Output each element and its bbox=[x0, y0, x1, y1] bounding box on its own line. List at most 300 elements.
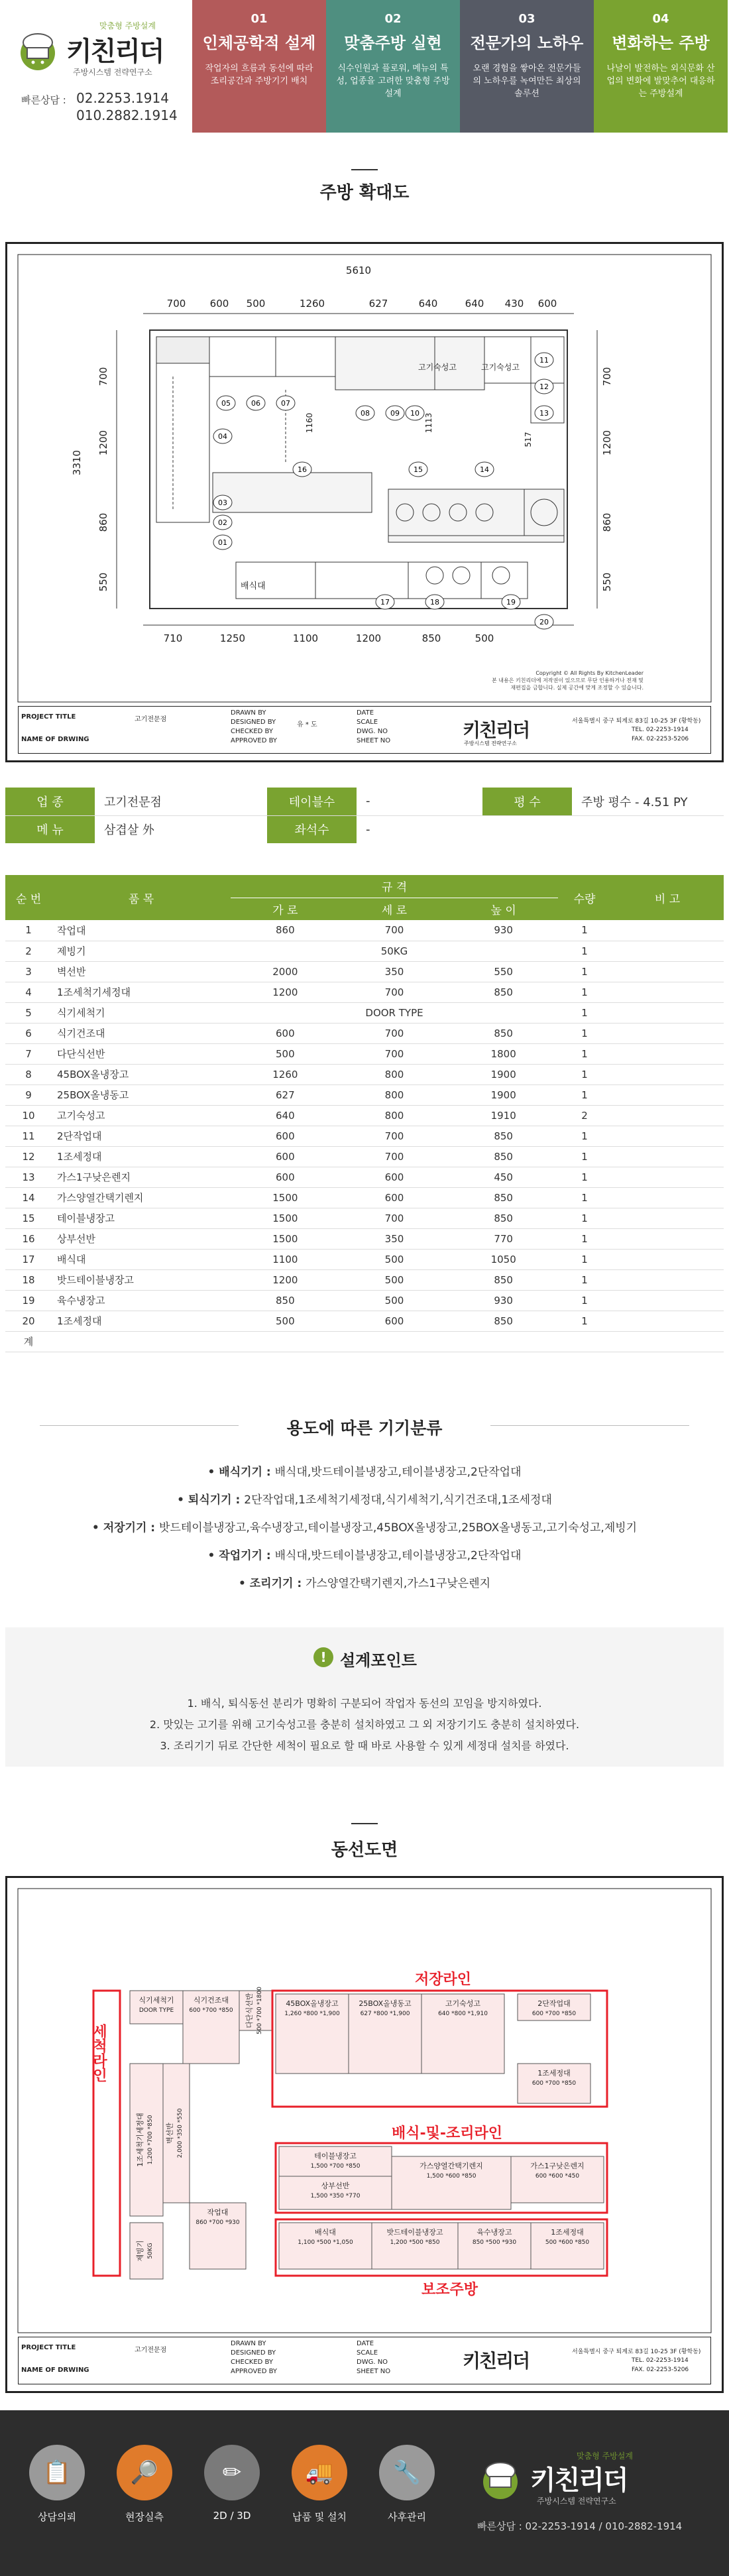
cell-item: 벽선반 bbox=[52, 961, 231, 982]
cell-w: 600 bbox=[231, 1126, 340, 1146]
col-size: 규 격 bbox=[231, 875, 558, 898]
flow-equipment-name: 1조세정대 bbox=[537, 2069, 571, 2078]
cell-no: 13 bbox=[5, 1167, 52, 1187]
col-item: 품 목 bbox=[52, 875, 231, 920]
tab-number: 03 bbox=[518, 12, 535, 26]
flow-equipment-size: 500 *700 *1800 bbox=[256, 1987, 263, 2034]
cell-qty: 1 bbox=[558, 982, 611, 1002]
cell-no: 7 bbox=[5, 1043, 52, 1064]
info-value-menu: 삼겹살 外 bbox=[104, 823, 154, 838]
cell-item: 1조세척기세정대 bbox=[52, 982, 231, 1002]
flow-drawing bbox=[5, 1876, 724, 2393]
cell-w: 1200 bbox=[231, 1269, 340, 1290]
cell-h: 550 bbox=[449, 961, 558, 982]
cell-d: 700 bbox=[340, 1023, 449, 1043]
cell-w: 1100 bbox=[231, 1249, 340, 1269]
cell-d: 700 bbox=[340, 1043, 449, 1064]
cell-qty: 1 bbox=[558, 941, 611, 961]
cell-d bbox=[340, 1331, 449, 1352]
info-label-business: 업 종 bbox=[5, 788, 95, 815]
cell-d: 500 bbox=[340, 1290, 449, 1311]
footer-button-label: 납품 및 설치 bbox=[292, 2511, 347, 2523]
cell-item: 가스양열간택기렌지 bbox=[52, 1187, 231, 1208]
cell-w: 640 bbox=[231, 1105, 340, 1126]
flow-equipment-name: 25BOX올냉동고 bbox=[359, 1999, 412, 2008]
plan-dim-inner: 517 bbox=[524, 432, 533, 447]
cell-qty: 1 bbox=[558, 1023, 611, 1043]
usage-key: 작업기기 bbox=[219, 1549, 262, 1562]
header-tab-04[interactable] bbox=[594, 0, 728, 133]
cell-item: 1조세정대 bbox=[52, 1311, 231, 1331]
tab-desc: 식수인원과 플로워, 메뉴의 특성, 업종을 고려한 맞춤형 주방설계 bbox=[336, 64, 450, 99]
cell-qty bbox=[558, 1331, 611, 1352]
cell-item: 작업대 bbox=[52, 920, 231, 941]
cell-d: 700 bbox=[340, 982, 449, 1002]
tb2-address: 서울특별시 중구 퇴계로 83길 10-25 3F (황학동) bbox=[572, 2349, 701, 2355]
copyright-2: 본 내용은 키친리더에 저작권이 있으므로 무단 인용하거나 전재 및 bbox=[492, 677, 644, 683]
cell-w: 500 bbox=[231, 1311, 340, 1331]
plan-label: 10 bbox=[410, 409, 420, 418]
plan-label: 19 bbox=[506, 598, 516, 607]
header-tab-03[interactable] bbox=[460, 0, 594, 133]
flow-equipment-size: 2,000 *350 *550 bbox=[177, 2108, 184, 2158]
cell-no: 9 bbox=[5, 1084, 52, 1105]
table-row bbox=[5, 1311, 724, 1331]
plan-dim-bottom: 1200 bbox=[355, 632, 382, 644]
info-label-area: 평 수 bbox=[482, 788, 572, 815]
cell-h: 850 bbox=[449, 1187, 558, 1208]
footer-button-2[interactable] bbox=[101, 2410, 188, 2576]
plan-label: 11 bbox=[539, 356, 549, 365]
info-value-business: 고기전문점 bbox=[104, 795, 162, 809]
flow-equipment-name: 작업대 bbox=[207, 2208, 229, 2217]
cell-no: 3 bbox=[5, 961, 52, 982]
title-line-2 bbox=[351, 1823, 378, 1824]
cell-h: 770 bbox=[449, 1228, 558, 1249]
plan-dim-bottom: 1100 bbox=[292, 632, 319, 644]
plan-label: 17 bbox=[380, 598, 390, 607]
cell-h: 850 bbox=[449, 1269, 558, 1290]
flow-svg bbox=[7, 1878, 722, 2391]
plan-dim-top: 700 bbox=[166, 298, 186, 310]
tb2-tel: TEL. 02-2253-1914 bbox=[632, 2357, 689, 2364]
cell-w: 1200 bbox=[231, 982, 340, 1002]
footer-button-4[interactable] bbox=[276, 2410, 363, 2576]
plan-dim-bottom: 1250 bbox=[219, 632, 246, 644]
footer-button-1[interactable] bbox=[13, 2410, 101, 2576]
cell-no: 2 bbox=[5, 941, 52, 961]
cell-h: 930 bbox=[449, 1290, 558, 1311]
cell-item bbox=[52, 1331, 231, 1352]
plan-dim-right: 860 bbox=[601, 512, 613, 532]
footer-button-5[interactable] bbox=[363, 2410, 451, 2576]
cell-no: 20 bbox=[5, 1311, 52, 1331]
cell-note bbox=[611, 1187, 724, 1208]
plan-counter-label: 배식대 bbox=[241, 581, 266, 591]
footer-button-label: 2D / 3D bbox=[213, 2510, 251, 2522]
section-title-plan: 주방 확대도 bbox=[319, 183, 410, 203]
plan-label: 01 bbox=[218, 538, 227, 547]
table-row bbox=[5, 1187, 724, 1208]
cell-h: 1900 bbox=[449, 1064, 558, 1084]
tab-number: 04 bbox=[652, 12, 669, 26]
cell-d: 600 bbox=[340, 1311, 449, 1331]
cell-h: 850 bbox=[449, 1146, 558, 1167]
cell-item: 1조세정대 bbox=[52, 1146, 231, 1167]
footer-brand-sub: 주방시스템 전략연구소 bbox=[537, 2496, 616, 2506]
section-title-flow: 동선도면 bbox=[331, 1840, 398, 1860]
cell-w: 500 bbox=[231, 1043, 340, 1064]
tb-project-value: 고기전문점 bbox=[135, 716, 167, 723]
cell-note bbox=[611, 1331, 724, 1352]
usage-item: • 퇴식기기 : 2단작업대,1조세척기세정대,식기세척기,식기건조대,1조세정대 bbox=[177, 1493, 552, 1507]
flow-equipment-size: 640 *800 *1,910 bbox=[438, 2011, 488, 2017]
table-row bbox=[5, 961, 724, 982]
cell-qty: 1 bbox=[558, 1146, 611, 1167]
table-row bbox=[5, 1331, 724, 1352]
plan-dim-bottom: 500 bbox=[475, 632, 494, 644]
flow-equipment-box bbox=[279, 2146, 392, 2176]
info-label-seats: 좌석수 bbox=[267, 815, 357, 843]
plan-dim-right: 550 bbox=[601, 572, 613, 592]
plan-dim-top: 600 bbox=[209, 298, 229, 310]
cell-no: 17 bbox=[5, 1249, 52, 1269]
cell-h: 450 bbox=[449, 1167, 558, 1187]
tb-brand: 키친리더 bbox=[463, 719, 530, 741]
flow-equipment-box bbox=[130, 2223, 163, 2279]
phone-1[interactable]: 02.2253.1914 bbox=[76, 90, 169, 106]
cell-item: 테이블냉장고 bbox=[52, 1208, 231, 1228]
plan-label: 05 bbox=[221, 399, 231, 408]
info-table bbox=[5, 788, 724, 843]
cell-note bbox=[611, 1043, 724, 1064]
cell-item: 배식대 bbox=[52, 1249, 231, 1269]
usage-line-left bbox=[40, 1425, 239, 1426]
plan-label: 09 bbox=[390, 409, 400, 418]
plan-label: 14 bbox=[480, 465, 489, 474]
cell-qty: 1 bbox=[558, 1290, 611, 1311]
usage-value: 2단작업대,1조세척기세정대,식기세척기,식기건조대,1조세정대 bbox=[244, 1493, 552, 1507]
cell-qty: 1 bbox=[558, 1167, 611, 1187]
plan-dim-bottom: 710 bbox=[163, 632, 183, 644]
cell-w bbox=[231, 1331, 340, 1352]
tb-drawn-by: DRAWN BY bbox=[231, 709, 266, 717]
footer-button-label: 현장실측 bbox=[125, 2511, 164, 2523]
col-no: 순 번 bbox=[5, 875, 52, 920]
cell-d: 350 bbox=[340, 961, 449, 982]
cell-note bbox=[611, 1290, 724, 1311]
cell-item: 식기건조대 bbox=[52, 1023, 231, 1043]
flow-equipment-name: 육수냉장고 bbox=[477, 2228, 512, 2237]
tb-approved-by: APPROVED BY bbox=[231, 737, 278, 744]
plan-label: 16 bbox=[298, 465, 307, 474]
cell-note bbox=[611, 1208, 724, 1228]
plan-dim-top: 600 bbox=[537, 298, 557, 310]
cell-no: 4 bbox=[5, 982, 52, 1002]
tab-title: 전문가의 노하우 bbox=[470, 34, 584, 52]
footer-button-label: 사후관리 bbox=[388, 2511, 426, 2523]
header-tab-02[interactable] bbox=[326, 0, 460, 133]
usage-item: • 배식기기 : 배식대,밧드테이블냉장고,테이블냉장고,2단작업대 bbox=[207, 1466, 522, 1479]
tb2-designed-by: DESIGNED BY bbox=[231, 2349, 276, 2357]
tb2-project-value: 고기전문점 bbox=[135, 2347, 167, 2354]
table-row bbox=[5, 1228, 724, 1249]
cell-no: 10 bbox=[5, 1105, 52, 1126]
col-d: 세 로 bbox=[340, 898, 449, 920]
tb2-dwg-no: DWG. NO bbox=[357, 2359, 388, 2366]
title-block-2 bbox=[18, 2337, 711, 2384]
tab-desc: 나날이 발전하는 외식문화 산업의 변화에 발맞추어 대응하는 주방설계 bbox=[606, 64, 715, 99]
tb-scale: SCALE bbox=[357, 719, 378, 726]
plan-label: 13 bbox=[539, 409, 549, 418]
cell-qty: 1 bbox=[558, 961, 611, 982]
title-block bbox=[18, 706, 711, 754]
cell-note bbox=[611, 1146, 724, 1167]
flow-equipment-size: 1,500 *600 *850 bbox=[426, 2173, 477, 2180]
cell-h bbox=[449, 1331, 558, 1352]
plan-label: 20 bbox=[539, 618, 549, 626]
cell-no: 11 bbox=[5, 1126, 52, 1146]
tab-title: 변화하는 주방 bbox=[612, 34, 710, 52]
cell-note bbox=[611, 920, 724, 941]
cell-h: 1800 bbox=[449, 1043, 558, 1064]
flow-equipment-name: 벽선반 bbox=[166, 2123, 174, 2144]
footer-phone[interactable]: 빠른상담 : 02-2253-1914 / 010-2882-1914 bbox=[477, 2520, 683, 2532]
flow-equipment-name: 고기숙성고 bbox=[445, 1999, 481, 2008]
info-label-tables: 테이블수 bbox=[267, 788, 357, 815]
cell-note bbox=[611, 1269, 724, 1290]
usage-value: 가스양열간택기렌지,가스1구낮은렌지 bbox=[306, 1577, 491, 1590]
spec-table-wrap bbox=[5, 875, 724, 1352]
cell-h: 930 bbox=[449, 920, 558, 941]
cell-qty: 1 bbox=[558, 1311, 611, 1331]
flow-equipment-name: 배식대 bbox=[315, 2228, 336, 2237]
plan-label: 15 bbox=[414, 465, 423, 474]
tb2-sheet-no: SHEET NO bbox=[357, 2368, 391, 2375]
footer-chef-logo-icon bbox=[477, 2457, 524, 2503]
tab-number: 02 bbox=[384, 12, 402, 26]
table-row bbox=[5, 1208, 724, 1228]
cell-qty: 2 bbox=[558, 1105, 611, 1126]
flow-equipment-name: 2단작업대 bbox=[537, 1999, 571, 2008]
flow-equipment-size: 1,500 *350 *770 bbox=[310, 2193, 361, 2199]
col-qty: 수량 bbox=[558, 875, 611, 920]
cell-no: 14 bbox=[5, 1187, 52, 1208]
usage-key: 저장기기 bbox=[103, 1521, 147, 1535]
plan-label: 04 bbox=[218, 432, 227, 441]
table-row bbox=[5, 1126, 724, 1146]
flow-equipment-size: 627 *800 *1,900 bbox=[360, 2011, 410, 2017]
plan-dim-left: 700 bbox=[97, 367, 109, 386]
table-row bbox=[5, 1249, 724, 1269]
tb2-brand: 키친리더 bbox=[463, 2350, 530, 2372]
flow-equipment-size: DOOR TYPE bbox=[139, 2007, 174, 2014]
info-label-menu: 메 뉴 bbox=[5, 815, 95, 843]
cell-note bbox=[611, 1064, 724, 1084]
cell-d: 700 bbox=[340, 920, 449, 941]
cell-note bbox=[611, 1084, 724, 1105]
usage-item: • 저장기기 : 밧드테이블냉장고,육수냉장고,테이블냉장고,45BOX올냉장고,25BOX올냉동고,고기숙성고,제빙기 bbox=[91, 1521, 638, 1535]
info-value-seats: - bbox=[366, 822, 370, 837]
info-value-tables: - bbox=[366, 794, 370, 809]
cell-h: 1050 bbox=[449, 1249, 558, 1269]
tab-desc: 오랜 경험을 쌓아온 전문가들의 노하우를 녹여만든 최상의 솔루션 bbox=[473, 64, 581, 99]
flow-equipment-size: 600 *700 *850 bbox=[189, 2007, 233, 2014]
cell-h: 850 bbox=[449, 1126, 558, 1146]
flow-equipment-name: 식기세척기 bbox=[139, 1996, 174, 2005]
cell-item: 25BOX올냉동고 bbox=[52, 1084, 231, 1105]
cell-qty: 1 bbox=[558, 1064, 611, 1084]
cell-item: 2단작업대 bbox=[52, 1126, 231, 1146]
copyright-1: Copyright © All Rights By KitchenLeader bbox=[535, 670, 644, 676]
flow-equipment-size: 600 *700 *850 bbox=[532, 2080, 577, 2087]
plan-dim-right: 1200 bbox=[601, 430, 613, 456]
logo-name: 키친리더 bbox=[66, 36, 164, 67]
cell-no: 1 bbox=[5, 920, 52, 941]
usage-value: 배식대,밧드테이블냉장고,테이블냉장고,2단작업대 bbox=[274, 1549, 522, 1562]
design-point-1: 1. 배식, 퇴식동선 분리가 명확히 구분되어 작업자 동선의 꼬임을 방지하였다. bbox=[187, 1697, 542, 1710]
cell-item: 육수냉장고 bbox=[52, 1290, 231, 1311]
flow-equipment-size: 50KG bbox=[147, 2243, 154, 2259]
kitchen-plan-drawing bbox=[5, 242, 724, 762]
cell-no: 16 bbox=[5, 1228, 52, 1249]
exclamation-icon: ! bbox=[313, 1647, 333, 1667]
cell-w: 600 bbox=[231, 1167, 340, 1187]
plan-dim-inner: 1160 bbox=[305, 412, 314, 434]
flow-equipment-name: 제빙기 bbox=[136, 2240, 144, 2262]
cell-w: 600 bbox=[231, 1146, 340, 1167]
usage-value: 배식대,밧드테이블냉장고,테이블냉장고,2단작업대 bbox=[274, 1466, 522, 1479]
cell-w: 1500 bbox=[231, 1208, 340, 1228]
plan-dim-top: 500 bbox=[246, 298, 266, 310]
footer-brand-name: 키친리더 bbox=[530, 2465, 628, 2496]
flow-equipment-name: 가스1구낮은렌지 bbox=[530, 2162, 585, 2170]
cell-note bbox=[611, 1023, 724, 1043]
phone-label: 빠른상담 : bbox=[21, 94, 66, 106]
table-row bbox=[5, 1002, 724, 1023]
cell-d: 700 bbox=[340, 1208, 449, 1228]
cell-item: 제빙기 bbox=[52, 941, 231, 961]
tb2-project-title: PROJECT TITLE bbox=[21, 2344, 76, 2351]
usage-key: 퇴식기기 bbox=[188, 1493, 232, 1507]
col-note: 비 고 bbox=[611, 875, 724, 920]
flow-equipment-size: 850 *500 *930 bbox=[472, 2239, 517, 2246]
cell-qty: 1 bbox=[558, 1187, 611, 1208]
table-row bbox=[5, 982, 724, 1002]
cell-d: 500 bbox=[340, 1249, 449, 1269]
cell-qty: 1 bbox=[558, 1249, 611, 1269]
cell-size: DOOR TYPE bbox=[231, 1002, 558, 1023]
flow-equipment-size: 600 *600 *450 bbox=[535, 2173, 580, 2180]
phone-2[interactable]: 010.2882.1914 bbox=[76, 107, 178, 123]
footer-button-3[interactable] bbox=[188, 2410, 276, 2576]
footer-brand bbox=[477, 2450, 722, 2536]
usage-line-right bbox=[490, 1425, 689, 1426]
flow-equipment-name: 식기건조대 bbox=[193, 1996, 229, 2005]
logo-slogan: 맞춤형 주방설계 bbox=[99, 21, 156, 30]
cell-w: 627 bbox=[231, 1084, 340, 1105]
table-row bbox=[5, 1084, 724, 1105]
tb2-checked-by: CHECKED BY bbox=[231, 2359, 273, 2366]
table-row bbox=[5, 1043, 724, 1064]
plan-dim-left: 3310 bbox=[71, 449, 83, 476]
copyright-3: 재편집을 금합니다. 실제 공간에 맞게 조정할 수 있습니다. bbox=[510, 685, 644, 691]
logo-sub: 주방시스템 전략연구소 bbox=[73, 68, 152, 77]
usage-key: 조리기기 bbox=[249, 1577, 294, 1590]
plan-dim-top: 627 bbox=[368, 298, 388, 310]
cell-note bbox=[611, 982, 724, 1002]
tb-name-of-drawing: NAME OF DRWING bbox=[21, 736, 89, 743]
cell-item: 상부선반 bbox=[52, 1228, 231, 1249]
plan-tag-1: 고기숙성고 bbox=[418, 363, 457, 372]
table-row bbox=[5, 1023, 724, 1043]
design-points-box bbox=[5, 1627, 724, 1767]
header-tab-01[interactable] bbox=[192, 0, 326, 133]
flow-equipment-size: 500 *600 *850 bbox=[545, 2239, 590, 2246]
cell-item: 밧드테이블냉장고 bbox=[52, 1269, 231, 1290]
plan-svg bbox=[7, 244, 722, 760]
plan-label: 08 bbox=[361, 409, 370, 418]
tab-number: 01 bbox=[251, 12, 268, 26]
cell-no: 계 bbox=[5, 1331, 52, 1352]
tb-date: DATE bbox=[357, 709, 374, 717]
design-point-3: 3. 조리기기 뒤로 간단한 세척이 필요로 할 때 바로 사용할 수 있게 세정대 설치를 하였다. bbox=[160, 1739, 569, 1752]
zone-aux-label: 보조주방 bbox=[421, 2282, 478, 2298]
cell-note bbox=[611, 1311, 724, 1331]
usage-item: • 조리기기 : 가스양열간택기렌지,가스1구낮은렌지 bbox=[238, 1577, 491, 1590]
tb2-drawn-by: DRAWN BY bbox=[231, 2340, 266, 2347]
cell-h: 850 bbox=[449, 1311, 558, 1331]
plan-dim-top: 640 bbox=[418, 298, 438, 310]
tb-sheet-no: SHEET NO bbox=[357, 737, 391, 744]
plan-label: 06 bbox=[251, 399, 260, 408]
plan-dim-left: 1200 bbox=[97, 430, 109, 456]
tb-address: 서울특별시 중구 퇴계로 83길 10-25 3F (황학동) bbox=[572, 718, 701, 725]
tb2-date: DATE bbox=[357, 2340, 374, 2347]
usage-list bbox=[0, 1458, 729, 1598]
cell-no: 6 bbox=[5, 1023, 52, 1043]
flow-equipment-name: 45BOX올냉장고 bbox=[286, 1999, 339, 2008]
plan-label: 12 bbox=[539, 382, 549, 391]
cell-w: 1260 bbox=[231, 1064, 340, 1084]
tb-dwg-no: DWG. NO bbox=[357, 728, 388, 735]
chef-logo-icon bbox=[15, 28, 61, 74]
cell-qty: 1 bbox=[558, 1084, 611, 1105]
tb-brand-sub: 주방시스템 전략연구소 bbox=[464, 740, 517, 746]
cell-w: 850 bbox=[231, 1290, 340, 1311]
title-line bbox=[351, 169, 378, 170]
table-row bbox=[5, 1290, 724, 1311]
cell-qty: 1 bbox=[558, 1002, 611, 1023]
usage-key: 배식기기 bbox=[219, 1466, 262, 1479]
cell-note bbox=[611, 1249, 724, 1269]
plan-dim-top: 1260 bbox=[299, 298, 325, 310]
tb-project-title: PROJECT TITLE bbox=[21, 713, 76, 721]
cell-d: 800 bbox=[340, 1084, 449, 1105]
plan-dim-left: 550 bbox=[97, 572, 109, 592]
cell-qty: 1 bbox=[558, 920, 611, 941]
zone-storage-label: 저장라인 bbox=[415, 1971, 472, 1988]
plan-dim-top: 5610 bbox=[345, 264, 372, 276]
flow-equipment-name: 테이블냉장고 bbox=[314, 2152, 357, 2160]
footer bbox=[0, 2410, 729, 2576]
table-row bbox=[5, 1167, 724, 1187]
cell-d: 700 bbox=[340, 1146, 449, 1167]
plan-label: 18 bbox=[430, 598, 439, 607]
plan-dim-bottom: 850 bbox=[421, 632, 441, 644]
cell-h: 850 bbox=[449, 1023, 558, 1043]
tb-checked-by: CHECKED BY bbox=[231, 728, 273, 735]
